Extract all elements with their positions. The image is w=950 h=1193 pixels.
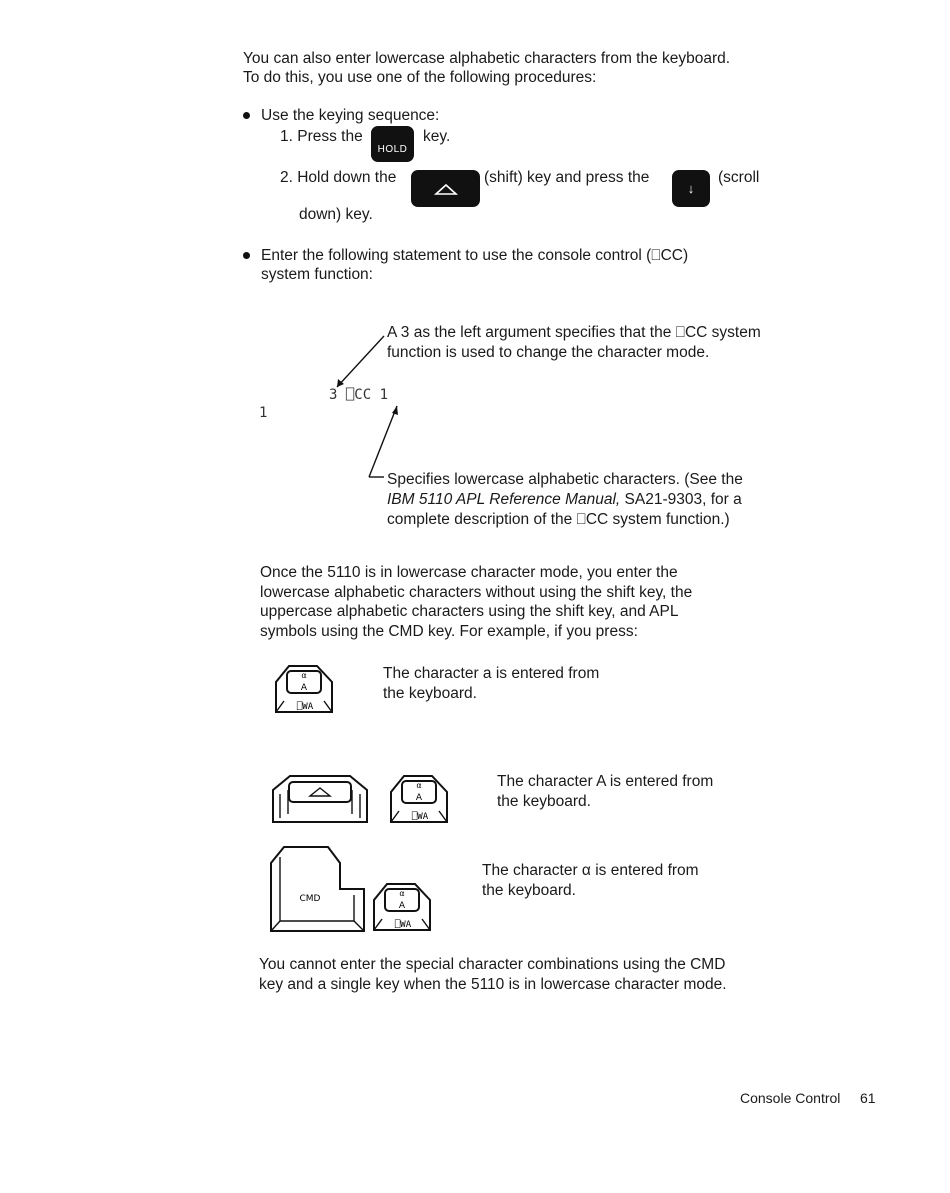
manual-title: IBM 5110 APL Reference Manual, — [387, 491, 621, 508]
bullet2-line-2: system function: — [261, 266, 373, 283]
closing-line-1: You cannot enter the special character combinations using the CMD — [259, 956, 726, 973]
para2-line-4: symbols using the CMD key. For example, if you press: — [260, 623, 638, 640]
svg-text:CMD: CMD — [299, 894, 321, 904]
a-key-icon — [373, 882, 433, 932]
cmd-key-icon — [270, 845, 366, 933]
a-key-icon — [390, 774, 450, 824]
step1-after: key. — [423, 128, 451, 145]
annotation-top-1: A 3 as the left argument specifies that the ⎕CC system — [387, 324, 761, 341]
svg-text:α: α — [301, 671, 307, 680]
svg-text:A: A — [415, 793, 423, 803]
step2-after: (scroll — [718, 169, 760, 186]
svg-text:α: α — [399, 889, 405, 898]
step2-cont: down) key. — [299, 206, 373, 223]
svg-text:A: A — [300, 683, 308, 693]
footer-section: Console Control — [740, 1090, 841, 1106]
svg-text:α: α — [416, 781, 422, 790]
step2-middle: (shift) key and press the — [484, 169, 650, 186]
step1-text: 1. Press the — [280, 128, 363, 145]
annotation-bottom-1: Specifies lowercase alphabetic characters. (See the — [387, 471, 743, 488]
hold-key: HOLD — [371, 126, 414, 162]
bullet2-line-1: Enter the following statement to use the console control (⎕CC) — [261, 247, 689, 264]
para2-line-1: Once the 5110 is in lowercase character mode, you enter the — [260, 564, 678, 581]
svg-text:⎕WA: ⎕WA — [296, 702, 314, 712]
annotation-bottom-2: IBM 5110 APL Reference Manual, SA21-9303, for a — [387, 491, 742, 508]
example3-line-2: the keyboard. — [482, 882, 576, 899]
example1-line-1: The character a is entered from — [383, 665, 600, 682]
shift-key-icon — [272, 774, 368, 824]
intro-line-2: To do this, you use one of the following procedures: — [243, 69, 597, 86]
svg-text:⎕WA: ⎕WA — [411, 812, 429, 822]
example2-line-1: The character A is entered from — [497, 773, 714, 790]
apl-result: 1 — [259, 405, 268, 421]
annotation-bottom-3: complete description of the ⎕CC system function.) — [387, 511, 730, 528]
annotation-top-2: function is used to change the character mode. — [387, 344, 710, 361]
svg-text:A: A — [398, 901, 406, 911]
example2-line-2: the keyboard. — [497, 793, 591, 810]
scroll-down-arrow-icon: ↓ — [687, 181, 695, 196]
a-key-icon — [275, 664, 335, 714]
para2-line-2: lowercase alphabetic characters without using the shift key, the — [260, 584, 693, 601]
closing-line-2: key and a single key when the 5110 is in lowercase character mode. — [259, 976, 727, 993]
example1-line-2: the keyboard. — [383, 685, 477, 702]
apl-statement: 3 ⎕CC 1 — [329, 387, 389, 403]
intro-line-1: You can also enter lowercase alphabetic characters from the keyboard. — [243, 50, 731, 67]
page-number: 61 — [860, 1090, 876, 1106]
step2-text: 2. Hold down the — [280, 169, 397, 186]
bullet1-text: Use the keying sequence: — [261, 107, 440, 124]
svg-text:⎕WA: ⎕WA — [394, 920, 412, 930]
example3-line-1: The character α is entered from — [482, 862, 699, 879]
para2-line-3: uppercase alphabetic characters using the shift key, and APL — [260, 603, 679, 620]
